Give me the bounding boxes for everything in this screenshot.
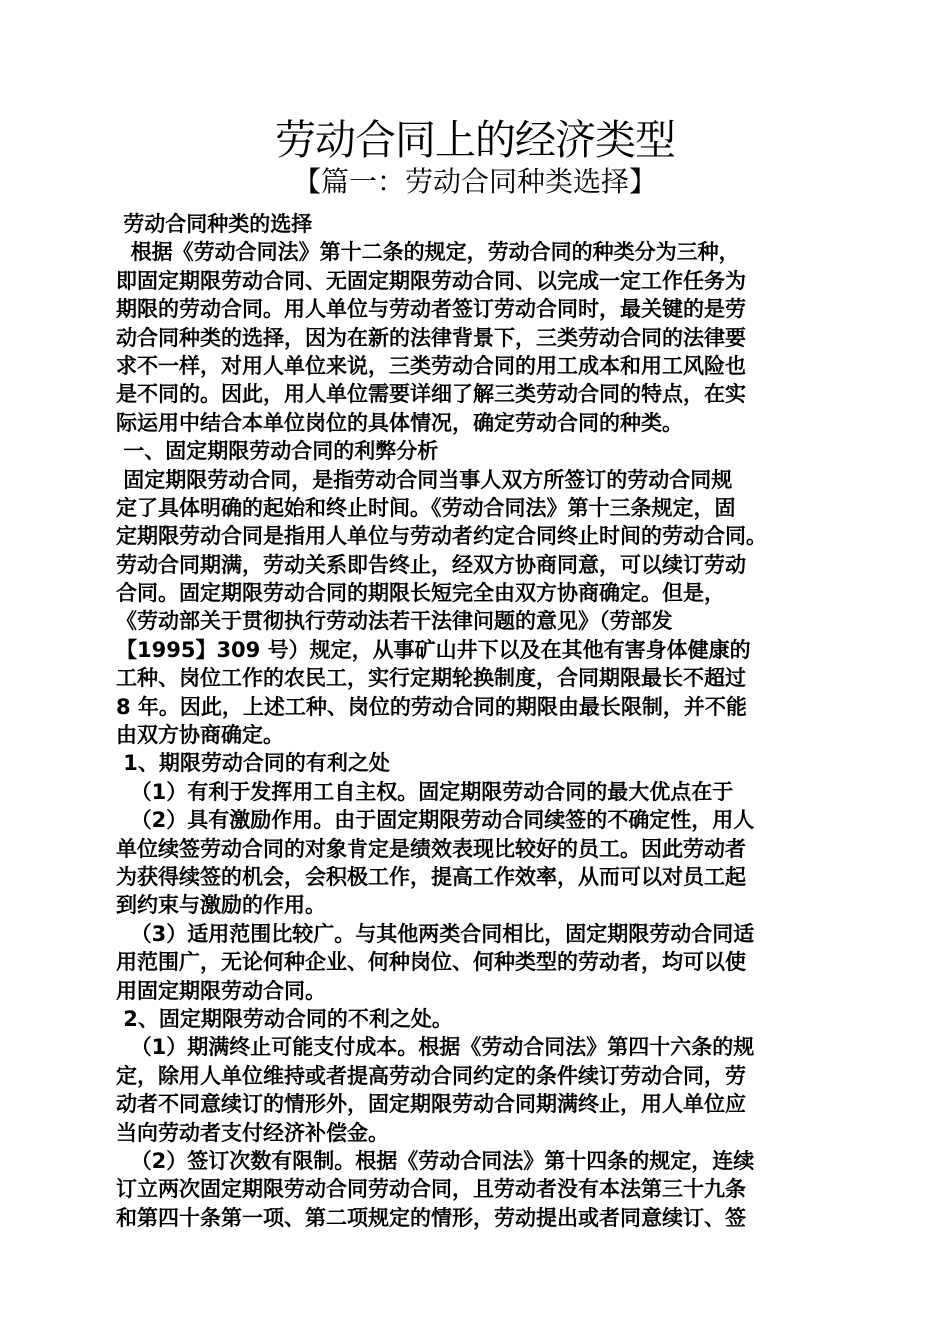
body-line: 当向劳动者支付经济补偿金。 — [116, 1120, 389, 1145]
body-line: 8 年。因此，上述工种、岗位的劳动合同的期限由最长限制，并不能 — [116, 694, 747, 719]
body-line: 【1995】309 号）规定，从事矿山井下以及在其他有害身体健康的 — [116, 637, 751, 662]
body-line: （1）有利于发挥用工自主权。固定期限劳动合同的最大优点在于 — [116, 779, 734, 804]
body-line: 工种、岗位工作的农民工，实行定期轮换制度，合同期限最长不超过 — [116, 666, 746, 691]
body-line: 动者不同意续订的情形外，固定期限劳动合同期满终止，用人单位应 — [116, 1092, 746, 1117]
body-line: 劳动合同种类的选择 — [116, 212, 313, 236]
body-line: 1、期限劳动合同的有利之处 — [116, 751, 390, 776]
body-line: （2）签订次数有限制。根据《劳动合同法》第十四条的规定，连续 — [116, 1148, 755, 1173]
body-line: 根据《劳动合同法》第十二条的规定，劳动合同的种类分为三种， — [116, 240, 740, 265]
body-line: 合同。固定期限劳动合同的期限长短完全由双方协商确定。但是， — [116, 581, 725, 606]
body-line: 为获得续签的机会，会积极工作，提高工作效率，从而可以对员工起 — [116, 864, 746, 889]
body-line: （2）具有激励作用。由于固定期限劳动合同续签的不确定性，用人 — [116, 808, 755, 833]
body-line: 定期限劳动合同是指用人单位与劳动者约定合同终止时间的劳动合同。 — [116, 524, 767, 549]
body-line: 际运用中结合本单位岗位的具体情况，确定劳动合同的种类。 — [116, 410, 683, 435]
document-subtitle: 【篇一：劳动合同种类选择】 — [292, 165, 657, 198]
body-line: 《劳动部关于贯彻执行劳动法若干法律问题的意见》（劳部发 — [116, 609, 673, 634]
body-line: 期限的劳动合同。用人单位与劳动者签订劳动合同时，最关键的是劳 — [116, 297, 746, 322]
body-line: 到约束与激励的作用。 — [116, 893, 326, 918]
body-line: 一、固定期限劳动合同的利弊分析 — [116, 439, 439, 464]
body-line: 由双方协商确定。 — [116, 723, 284, 748]
body-line: （3）适用范围比较广。与其他两类合同相比，固定期限劳动合同适 — [116, 921, 755, 946]
body-line: 求不一样，对用人单位来说，三类劳动合同的用工成本和用工风险也 — [116, 353, 746, 378]
body-line: 单位续签劳动合同的对象肯定是绩效表现比较好的员工。因此劳动者 — [116, 836, 746, 861]
document-title: 劳动合同上的经济类型 — [275, 116, 675, 164]
body-line: （1）期满终止可能支付成本。根据《劳动合同法》第四十六条的规 — [116, 1035, 755, 1060]
body-line: 订立两次固定期限劳动合同劳动合同，且劳动者没有本法第三十九条 — [116, 1177, 746, 1202]
body-line: 劳动合同期满，劳动关系即告终止，经双方协商同意，可以续订劳动 — [116, 552, 746, 577]
document-body — [116, 210, 838, 1232]
body-line: 固定期限劳动合同，是指劳动合同当事人双方所签订的劳动合同规 — [116, 467, 733, 492]
body-line: 2、固定期限劳动合同的不利之处。 — [116, 1006, 453, 1031]
body-line: 动合同种类的选择，因为在新的法律背景下，三类劳动合同的法律要 — [116, 325, 746, 350]
body-line: 用范围广，无论何种企业、何种岗位、何种类型的劳动者，均可以使 — [116, 950, 746, 975]
body-line: 和第四十条第一项、第二项规定的情形，劳动提出或者同意续订、签 — [116, 1205, 746, 1230]
body-line: 定了具体明确的起始和终止时间。《劳动合同法》第十三条规定，固 — [116, 495, 736, 520]
body-line: 定，除用人单位维持或者提高劳动合同约定的条件续订劳动合同，劳 — [116, 1063, 746, 1088]
body-line: 是不同的。因此，用人单位需要详细了解三类劳动合同的特点，在实 — [116, 382, 746, 407]
body-line: 用固定期限劳动合同。 — [116, 978, 326, 1003]
body-line: 即固定期限劳动合同、无固定期限劳动合同、以完成一定工作任务为 — [116, 268, 746, 293]
